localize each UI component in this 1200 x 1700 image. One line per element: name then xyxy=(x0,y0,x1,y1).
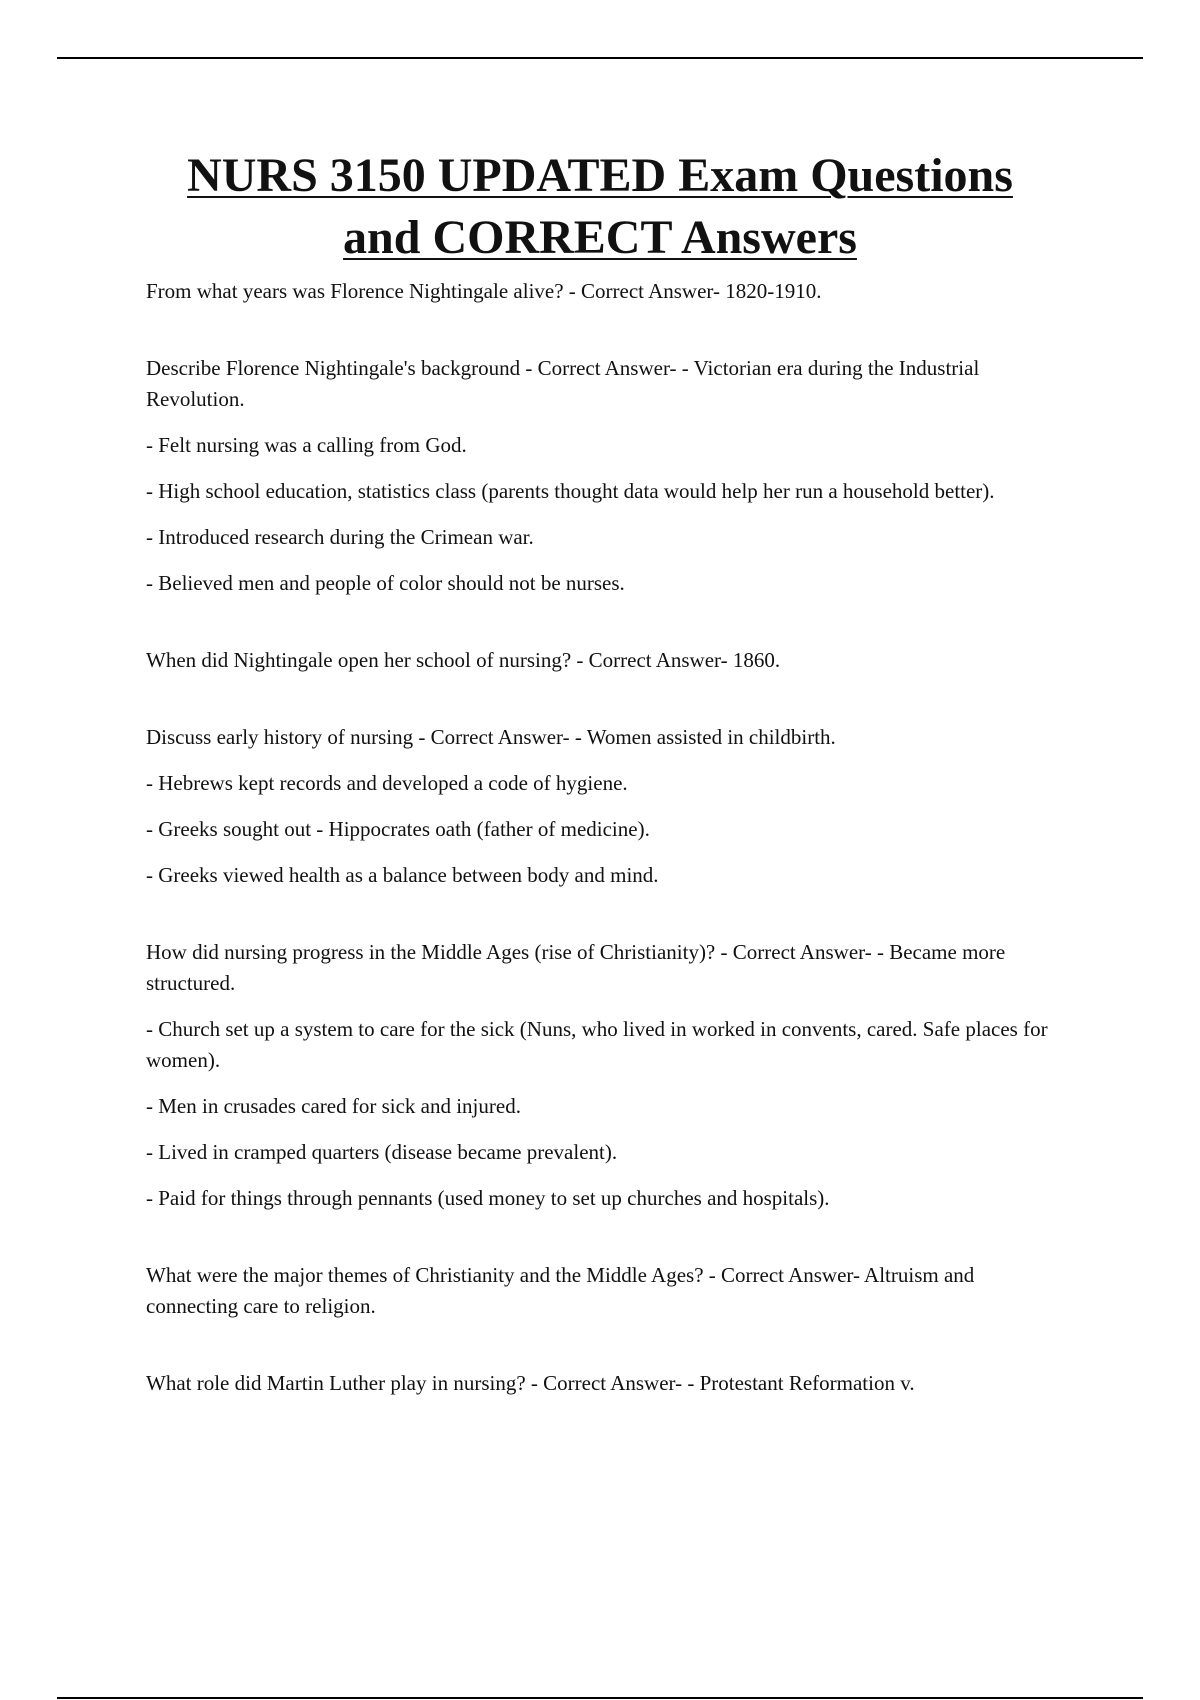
question-answer-text: How did nursing progress in the Middle Ages (rise of Christianity)? - Correct Answer- - Became more structured. xyxy=(146,940,1006,995)
document-title xyxy=(100,145,1100,269)
qa-item xyxy=(146,722,1066,891)
qa-item xyxy=(146,1368,1066,1399)
answer-bullet: - Church set up a system to care for the sick (Nuns, who lived in worked in convents, cared. Safe places for women). xyxy=(146,1017,1048,1072)
question-answer-text: Discuss early history of nursing - Correct Answer- - Women assisted in childbirth. xyxy=(146,725,836,749)
answer-bullet: - High school education, statistics class (parents thought data would help her run a household better). xyxy=(146,479,995,503)
answer-bullet: - Hebrews kept records and developed a code of hygiene. xyxy=(146,771,628,795)
qa-item xyxy=(146,276,1066,307)
question-answer-text: Describe Florence Nightingale's background - Correct Answer- - Victorian era during the Industrial Revolution. xyxy=(146,356,980,411)
answer-bullet: - Men in crusades cared for sick and injured. xyxy=(146,1094,521,1118)
answer-bullet: - Felt nursing was a calling from God. xyxy=(146,433,467,457)
answer-bullet: - Lived in cramped quarters (disease became prevalent). xyxy=(146,1140,618,1164)
qa-item xyxy=(146,353,1066,599)
qa-item xyxy=(146,1260,1066,1322)
qa-item xyxy=(146,645,1066,676)
answer-bullet: - Greeks viewed health as a balance between body and mind. xyxy=(146,863,659,887)
question-answer-text: What role did Martin Luther play in nursing? - Correct Answer- - Protestant Reformation v. xyxy=(146,1371,915,1395)
qa-content xyxy=(146,276,1066,1414)
answer-bullet: - Introduced research during the Crimean war. xyxy=(146,525,534,549)
top-rule xyxy=(57,57,1143,59)
answer-bullet: - Greeks sought out - Hippocrates oath (father of medicine). xyxy=(146,817,650,841)
question-answer-text: When did Nightingale open her school of nursing? - Correct Answer- 1860. xyxy=(146,648,781,672)
qa-item xyxy=(146,937,1066,1214)
answer-bullet: - Paid for things through pennants (used money to set up churches and hospitals). xyxy=(146,1186,830,1210)
question-answer-text: From what years was Florence Nightingale alive? - Correct Answer- 1820-1910. xyxy=(146,279,822,303)
document-title-line-2: and CORRECT Answers xyxy=(343,211,857,264)
question-answer-text: What were the major themes of Christianity and the Middle Ages? - Correct Answer- Altruism and connecting care to religion. xyxy=(146,1263,975,1318)
bottom-rule xyxy=(57,1697,1143,1699)
answer-bullet: - Believed men and people of color should not be nurses. xyxy=(146,571,625,595)
document-title-line-1: NURS 3150 UPDATED Exam Questions xyxy=(187,149,1013,202)
